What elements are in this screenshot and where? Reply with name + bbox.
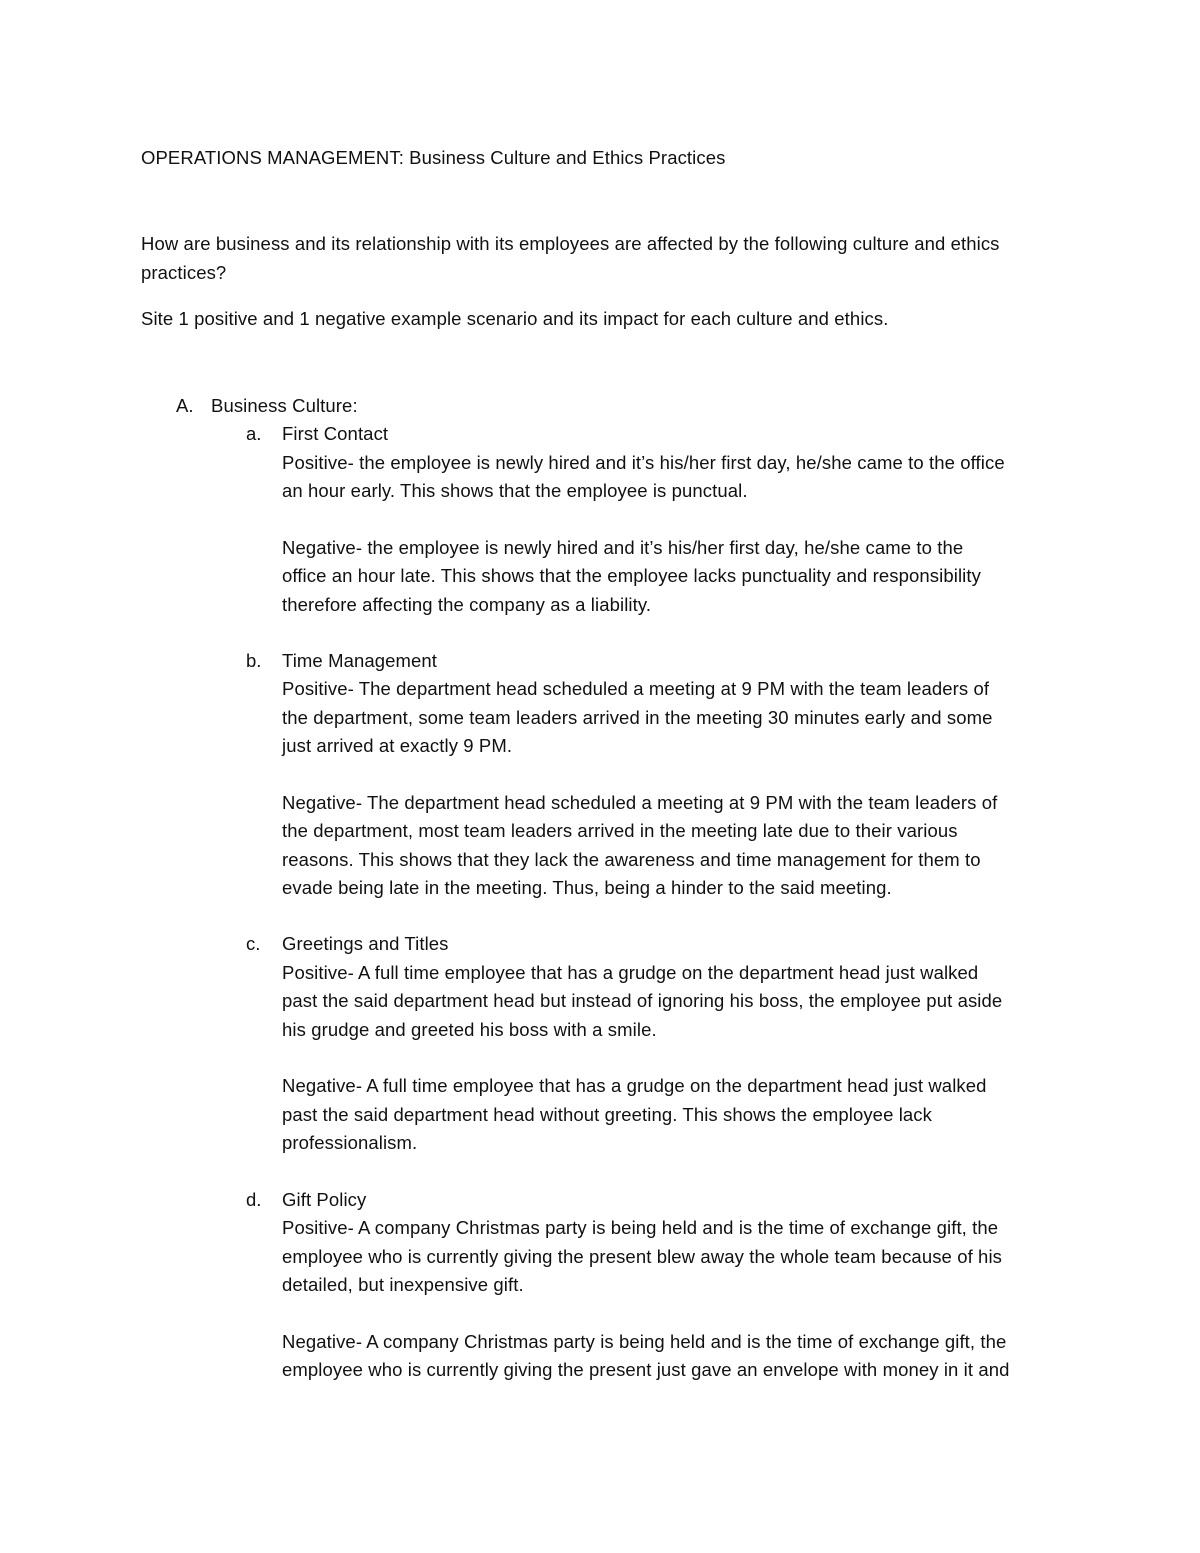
item-d-positive-line-2: employee who is currently giving the present blew away the whole team because of his [282,1246,1003,1267]
item-d-negative-line-1: Negative- A company Christmas party is being held and is the time of exchange gift, the [282,1331,1007,1352]
section-heading: Business Culture: [211,395,358,416]
item-c-negative-line-3: professionalism. [282,1132,418,1153]
item-marker-b: b. [246,650,262,671]
item-b-positive-line-3: just arrived at exactly 9 PM. [282,735,513,756]
document-title: OPERATIONS MANAGEMENT: Business Culture and Ethics Practices [141,147,726,168]
item-marker-a: a. [246,423,262,444]
item-b-positive-line-2: the department, some team leaders arrived in the meeting 30 minutes early and some [282,707,993,728]
item-c-positive-line-2: past the said department head but instead of ignoring his boss, the employee put aside [282,990,1003,1011]
item-d-positive-line-1: Positive- A company Christmas party is being held and is the time of exchange gift, the [282,1217,999,1238]
item-d-positive-line-3: detailed, but inexpensive gift. [282,1274,524,1295]
section-marker: A. [176,395,194,416]
item-marker-d: d. [246,1189,262,1210]
item-a-negative-line-3: therefore affecting the company as a liability. [282,594,652,615]
item-b-negative-line-3: reasons. This shows that they lack the awareness and time management for them to [282,849,981,870]
item-b-negative-line-2: the department, most team leaders arrived in the meeting late due to their various [282,820,958,841]
item-d-negative-line-2: employee who is currently giving the present just gave an envelope with money in it and [282,1359,1010,1380]
item-b-positive-line-1: Positive- The department head scheduled a meeting at 9 PM with the team leaders of [282,678,990,699]
question-line-1: How are business and its relationship with its employees are affected by the following culture and ethics [141,233,1000,254]
item-b-negative-line-1: Negative- The department head scheduled a meeting at 9 PM with the team leaders of [282,792,998,813]
item-c-positive-line-1: Positive- A full time employee that has a grudge on the department head just walked [282,962,979,983]
item-b-negative-line-4: evade being late in the meeting. Thus, being a hinder to the said meeting. [282,877,892,898]
instruction-text: Site 1 positive and 1 negative example scenario and its impact for each culture and ethics. [141,308,889,329]
item-a-negative-line-2: office an hour late. This shows that the employee lacks punctuality and responsibility [282,565,981,586]
question-line-2: practices? [141,262,227,283]
item-a-positive-line-2: an hour early. This shows that the employee is punctual. [282,480,748,501]
item-c-positive-line-3: his grudge and greeted his boss with a smile. [282,1019,657,1040]
item-a-negative-line-1: Negative- the employee is newly hired and it’s his/her first day, he/she came to the [282,537,964,558]
item-heading-gift-policy: Gift Policy [282,1189,367,1210]
item-marker-c: c. [246,933,261,954]
item-heading-time-management: Time Management [282,650,438,671]
item-c-negative-line-2: past the said department head without greeting. This shows the employee lack [282,1104,932,1125]
item-heading-greetings-and-titles: Greetings and Titles [282,933,449,954]
item-a-positive-line-1: Positive- the employee is newly hired and it’s his/her first day, he/she came to the office [282,452,1005,473]
item-heading-first-contact: First Contact [282,423,389,444]
item-c-negative-line-1: Negative- A full time employee that has a grudge on the department head just walked [282,1075,987,1096]
